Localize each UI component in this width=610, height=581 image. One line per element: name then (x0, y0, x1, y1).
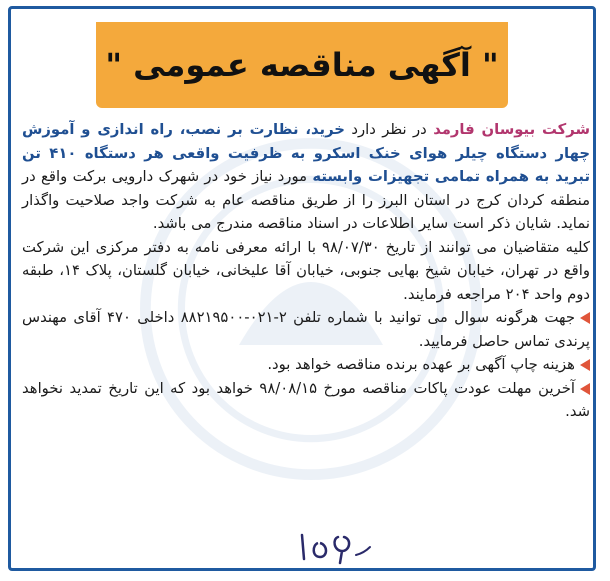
arrow-bullet-icon (580, 359, 590, 371)
bullet-item-contact (22, 306, 590, 353)
bullet-text: آخرین مهلت عودت پاکات مناقصه مورخ ۹۸/۰۸/۱۵ خواهد بود که این تاریخ تمدید نخواهد شد. (22, 379, 590, 420)
intro-text: در نظر دارد (344, 121, 434, 138)
paragraph-main-rest: مورد نیاز خود در شهرک دارویی برکت واقع در منطقه کردان کرج در استان البرز را از طریق مناقصه عام به شرکت واجد صلاحیت واگذار نماید. شایان ذکر است سایر اطلاعات در اسناد مناقصه مندرج می باشد. (22, 168, 590, 232)
handwritten-mark (298, 525, 378, 565)
tender-scope: خرید، نظارت بر نصب، راه اندازی و آموزش چهار دستگاه چیلر هوای خنک اسکرو به ظرفیت واقعی هر دستگاه ۴۱۰ تن تبرید به همراه تمامی تجهیزات وابسته (22, 121, 591, 185)
notice-body (22, 118, 590, 424)
page-title: " آگهی مناقصه عمومی " (105, 46, 499, 84)
bullet-item-cost (22, 353, 590, 377)
company-name: شرکت بیوسان فارمد (433, 121, 591, 138)
arrow-bullet-icon (580, 312, 590, 324)
bullet-text: جهت هرگونه سوال می توانید با شماره تلفن ۲-۰۲۱-۸۸۲۱۹۵۰۰ داخلی ۴۷۰ آقای مهندس پرندی تماس حاصل فرمایید. (22, 309, 590, 350)
paragraph-main (22, 118, 590, 236)
paragraph-applicants: کلیه متقاضیان می توانند از تاریخ ۹۸/۰۷/۳۰ با ارائه معرفی نامه به دفتر مرکزی این شرکت واقع در تهران، خیابان شیخ بهایی جنوبی، خیابان آقا علیخانی، خیابان گلستان، پلاک ۱۴، طبقه دوم واحد ۲۰۴ مراجعه فرمایند. (22, 238, 590, 303)
bullet-text: هزینه چاپ آگهی بر عهده برنده مناقصه خواهد بود. (267, 356, 575, 373)
arrow-bullet-icon (580, 383, 590, 395)
bullet-item-deadline (22, 377, 590, 424)
